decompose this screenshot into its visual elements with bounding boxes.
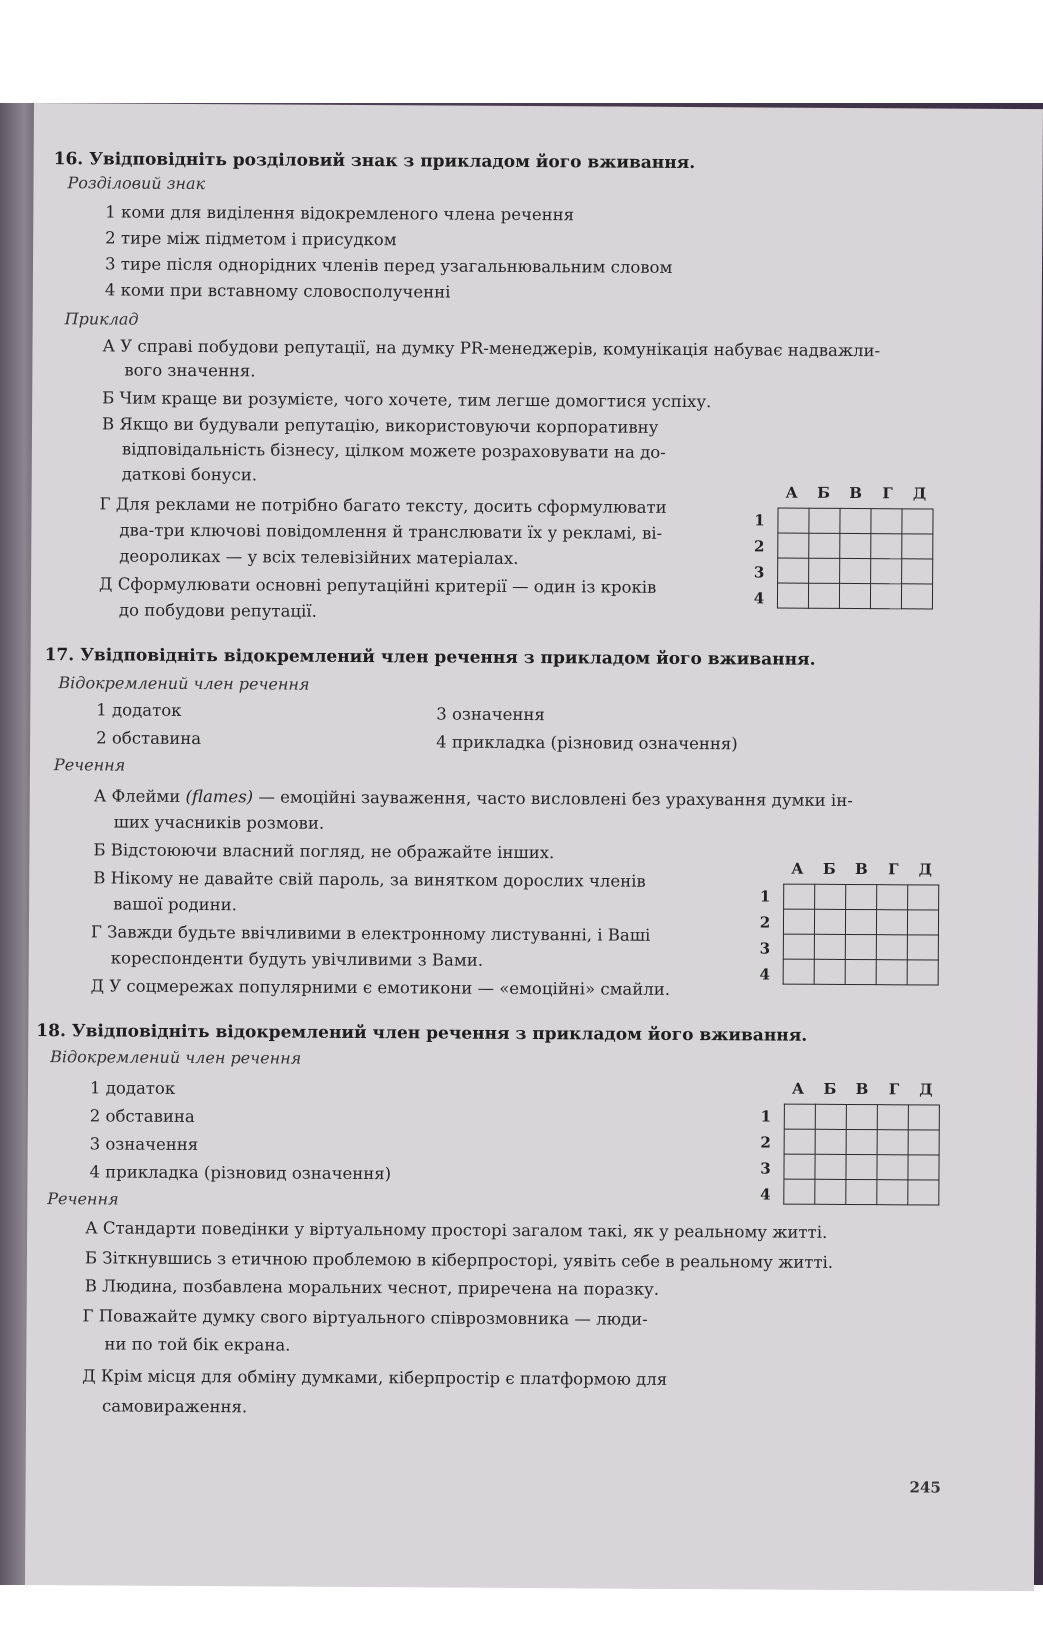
grid-col-a: А <box>791 859 804 878</box>
grid-col-b: Б <box>817 483 831 502</box>
grid-row-3: 3 <box>760 1159 771 1178</box>
q18-item-3: 3 означення <box>89 1134 199 1155</box>
grid-col-v: В <box>849 483 863 503</box>
q17-item-3: 3 означення <box>436 704 545 725</box>
grid-row-1: 1 <box>759 887 771 906</box>
q16-example-g: Г Для реклами не потрібно багато тексту, досить сформулювати <box>99 494 667 517</box>
q16-example-g-cont2: деороликах — у всіх телевізійних матеріалах. <box>119 546 519 568</box>
grid-col-v: В <box>855 1080 869 1099</box>
grid-row-1: 1 <box>760 1107 772 1126</box>
q16-item-3: 3 тире після однорідних членів перед узагальнювальним словом <box>104 254 673 277</box>
q17-example-a-lead: А Флейми <box>93 786 186 806</box>
q17-example-g-cont: кореспонденти будуть увічливими з Вами. <box>110 948 484 970</box>
q16-example-d: Д Сформулювати основні репутаційні критерії — один із кроків <box>99 574 657 597</box>
q17-title: 17. Увідповідніть відокремлений член речення з прикладом його вживання. <box>44 645 816 670</box>
q18-example-a: А Стандарти поведінки у віртуальному просторі загалом такі, як у реальному житті. <box>85 1218 828 1242</box>
q16-answer-grid <box>751 483 952 614</box>
q16-item-2: 2 тире між підметом і присудком <box>105 228 397 250</box>
q18-subhead-left: Відокремлений член речення <box>50 1047 302 1068</box>
q16-subhead-left: Розділовий знак <box>67 173 206 194</box>
q17-example-a-rest: — емоційні зауваження, часто висловлені без урахування думки ін- <box>253 787 853 811</box>
q18-example-b: Б Зіткнувшись з етичною проблемою в кіберпросторі, уявіть себе в реальному житті. <box>84 1248 834 1272</box>
q18-example-d: Д Крім місця для обміну думками, кіберпростір є платформою для <box>82 1366 668 1389</box>
page-number: 245 <box>909 1478 941 1497</box>
q17-item-1: 1 додаток <box>96 700 182 720</box>
q16-item-4: 4 коми при вставному словосполученні <box>104 280 451 302</box>
q18-subhead-right: Речення <box>47 1189 119 1209</box>
q18-item-2: 2 обставина <box>89 1106 195 1127</box>
q17-example-b: Б Відстоюючи власний погляд, не ображайте інших. <box>93 840 555 863</box>
q18-example-g-cont: ни по той бік екрана. <box>104 1334 291 1355</box>
q16-item-1: 1 коми для виділення відокремленого члена речення <box>105 202 575 225</box>
q16-example-b: Б Чим краще ви розумієте, чого хочете, тим легше домогтися успіху. <box>102 388 712 412</box>
q17-item-4: 4 прикладка (різновид означення) <box>436 732 738 754</box>
grid-col-g: Г <box>882 484 893 503</box>
q16-example-a-cont: вого значення. <box>124 360 256 381</box>
q18-example-v: В Людина, позбавлена моральних чеснот, приречена на поразку. <box>84 1276 660 1299</box>
textbook-page <box>25 103 1043 1591</box>
q17-example-a-cont: ших учасників розмови. <box>113 812 325 833</box>
grid-row-2: 2 <box>754 537 765 556</box>
grid-row-2: 2 <box>759 913 771 932</box>
q16-title: 16. Увідповідніть розділовий знак з прикладом його вживання. <box>53 149 696 174</box>
q17-example-a <box>94 785 853 812</box>
grid-row-2: 2 <box>760 1133 771 1152</box>
q17-item-2: 2 обставина <box>96 728 202 749</box>
grid-row-4: 4 <box>760 1185 771 1204</box>
q16-example-v-cont2: даткові бонуси. <box>121 464 258 485</box>
q16-example-a: А У справі побудови репутації, на думку PR-менеджерів, комунікація набуває надважли- <box>102 336 881 361</box>
grid-col-a: А <box>785 483 798 502</box>
q17-grid-cells[interactable] <box>783 884 940 986</box>
grid-col-v: В <box>854 860 868 879</box>
q16-example-d-cont: до побудови репутації. <box>118 600 317 621</box>
grid-col-b: Б <box>823 1079 837 1098</box>
q18-grid-cells[interactable] <box>783 1104 940 1206</box>
q17-example-g: Г Завжди будьте ввічливими в електронному листуванні, і Ваші <box>90 922 651 945</box>
grid-col-a: А <box>791 1079 805 1098</box>
grid-col-g: Г <box>888 1080 900 1099</box>
q18-answer-grid <box>757 1079 958 1210</box>
q18-example-d-cont: самовираження. <box>101 1396 248 1417</box>
q17-subhead-right: Речення <box>53 755 126 775</box>
q17-answer-grid <box>757 859 958 990</box>
grid-row-3: 3 <box>753 563 765 582</box>
q18-example-g: Г Поважайте думку свого віртуального співрозмовника — люди- <box>82 1306 648 1329</box>
q17-subhead-left: Відокремлений член речення <box>58 673 310 694</box>
grid-col-b: Б <box>822 859 836 878</box>
q17-example-d: Д У соцмережах популярними є емотикони — «емоційні» смайли. <box>90 976 671 999</box>
grid-row-4: 4 <box>759 965 770 984</box>
q17-example-v-cont: вашої родини. <box>113 894 237 915</box>
q18-title: 18. Увідповідніть відокремлений член речення з прикладом його вживання. <box>36 1021 808 1046</box>
grid-row-4: 4 <box>753 589 765 608</box>
grid-col-d: Д <box>912 484 927 503</box>
grid-col-d: Д <box>919 1080 933 1099</box>
q18-item-4: 4 прикладка (різновид означення) <box>89 1162 392 1184</box>
grid-col-g: Г <box>888 860 899 879</box>
q18-item-1: 1 додаток <box>89 1078 176 1098</box>
grid-row-1: 1 <box>754 511 765 530</box>
q16-example-v-cont1: відповідальність бізнесу, цілком можете розраховувати на до- <box>121 439 666 462</box>
q17-example-v: В Нікому не давайте свій пароль, за винятком дорослих членів <box>93 868 646 891</box>
q16-grid-cells[interactable] <box>777 508 934 610</box>
grid-col-d: Д <box>918 860 933 879</box>
q16-example-g-cont1: два-три ключові повідомлення й транслювати їх у рекламі, ві- <box>119 520 663 543</box>
q16-example-v: В Якщо ви будували репутацію, використовуючи корпоративну <box>101 414 659 437</box>
q17-example-a-flames: (flames) <box>185 786 254 807</box>
grid-row-3: 3 <box>759 939 771 958</box>
q16-subhead-right: Приклад <box>64 309 139 329</box>
